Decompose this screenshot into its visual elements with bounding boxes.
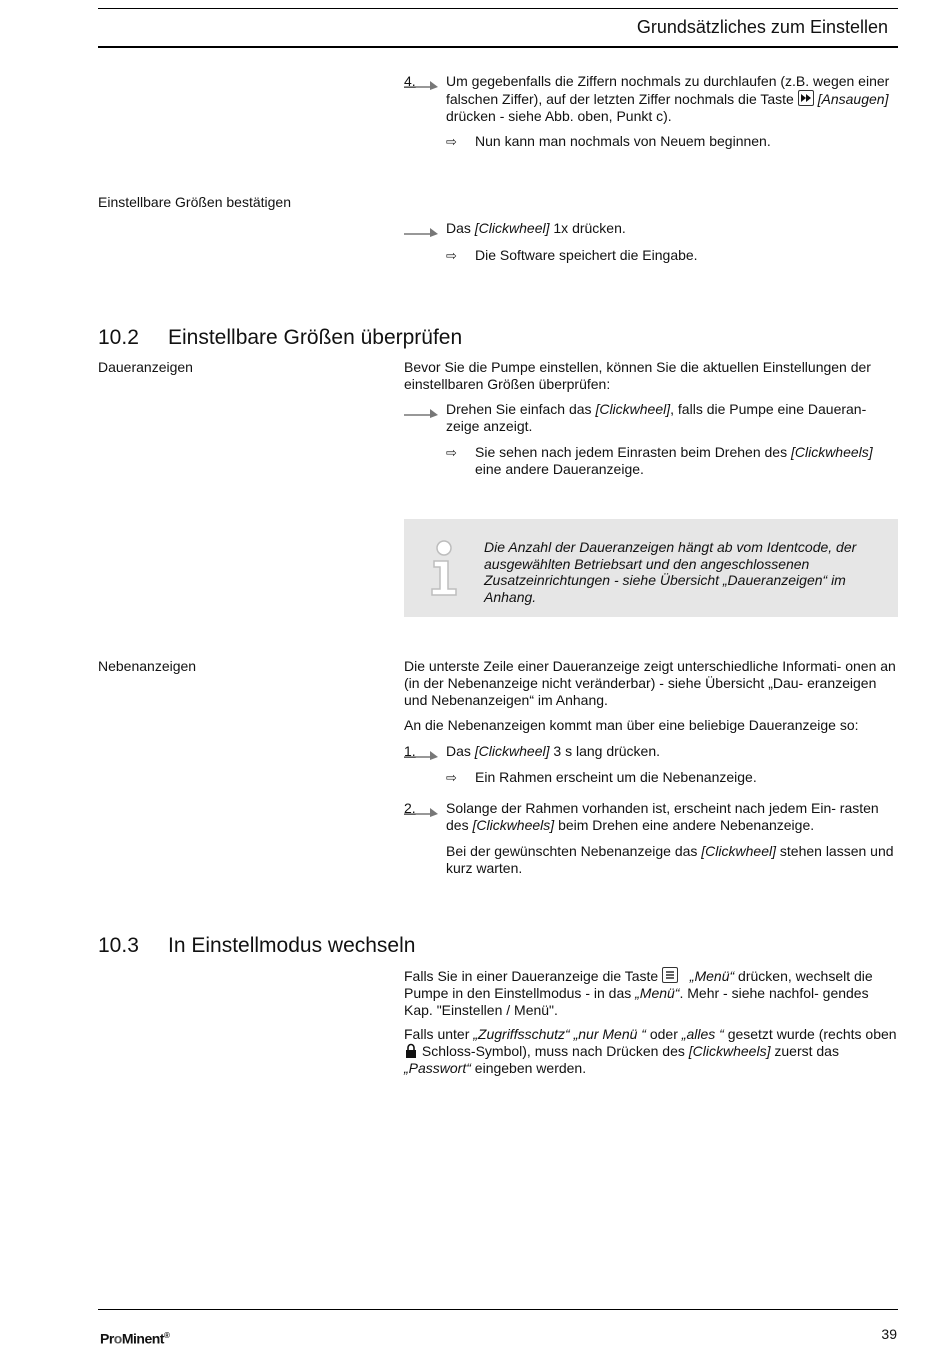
step-arrow-icon — [404, 805, 440, 817]
lock-icon — [404, 1044, 418, 1058]
key-menu: „Menü“ — [635, 985, 680, 1001]
confirm-result: ⇨ Die Software speichert die Eingabe. — [446, 247, 698, 263]
key-clickwheel: [Clickwheel] — [701, 843, 776, 859]
section-10-3-title: 10.3 In Einstellmodus wechseln — [98, 934, 416, 957]
einstellmodus-para-2: Falls unter „Zugriffsschutz“ „nur Menü “ oder „alles “ gesetzt wurde (rechts oben Schloss-Symbol), muss nach Drücken des [Clickwheels] zuerst das „Passwort“ eingeben werden. — [404, 1026, 897, 1076]
neben-step-1-result: ⇨ Ein Rahmen erscheint um die Nebenanzeige. — [446, 769, 757, 785]
result-arrow-icon: ⇨ — [446, 134, 457, 149]
nebenanzeigen-lead: An die Nebenanzeigen kommt man über eine beliebige Daueranzeige so: — [404, 717, 859, 733]
result-arrow-icon: ⇨ — [446, 770, 457, 785]
section-10-2-title: 10.2 Einstellbare Größen überprüfen — [98, 326, 463, 349]
key-clickwheel: [Clickwheel] — [474, 743, 550, 759]
info-note-text: Die Anzahl der Daueranzeigen hängt ab vom Identcode, der ausgewählten Betriebsart und den angeschlossenen Zusatzeinrichtungen - siehe Übersicht „Daueranzeigen“ im Anhang. — [484, 539, 857, 605]
result-arrow-icon: ⇨ — [446, 248, 457, 263]
step-number: 2. — [404, 800, 416, 816]
label-nebenanzeigen: Nebenanzeigen — [98, 658, 197, 674]
info-icon — [426, 539, 466, 599]
key-clickwheels: [Clickwheels] — [790, 444, 873, 460]
step-arrow-icon — [404, 748, 440, 760]
label-daueranzeigen: Daueranzeigen — [98, 359, 193, 375]
info-note-box — [404, 519, 898, 617]
step-number: 4. — [404, 73, 416, 89]
key-clickwheel: [Clickwheel] — [595, 401, 671, 417]
key-ansaugen: [Ansaugen] — [817, 91, 889, 107]
key-menu: „Menü“ — [689, 968, 735, 984]
step-4-result: ⇨ Nun kann man nochmals von Neuem beginnen. — [446, 133, 771, 149]
page-number: 39 — [881, 1326, 897, 1342]
running-header-title: Grundsätzliches zum Einstellen — [636, 17, 888, 37]
label-confirm: Einstellbare Größen bestätigen — [98, 194, 291, 210]
step-arrow-icon — [404, 78, 440, 90]
step-4 — [404, 73, 898, 125]
footer-rule — [98, 1309, 898, 1310]
neben-step-2: 2. Solange der Rahmen vorhanden ist, erscheint nach jedem Ein- rasten des [Clickwheels] beim Drehen eine andere Nebenanzeige. Bei der gewünschten Nebenanzeige das [Clickwheel] stehen lassen und kurz warten. — [404, 800, 898, 877]
neben-step-2-extra: Bei der gewünschten Nebenanzeige das [Clickwheel] stehen lassen und kurz warten. — [446, 843, 894, 876]
key-clickwheels: [Clickwheels] — [472, 817, 555, 833]
header-bottom-rule — [98, 46, 898, 48]
confirm-step: Das [Clickwheel] 1x drücken. — [404, 220, 898, 237]
daueranzeigen-result: ⇨ Sie sehen nach jedem Einrasten beim Drehen des [Clickwheels] eine andere Daueranzeige. — [446, 444, 873, 477]
neben-step-1: 1. Das [Clickwheel] 3 s lang drücken. — [404, 743, 661, 759]
einstellmodus-para-1: Falls Sie in einer Daueranzeige die Taste „Menü“ drücken, wechselt die Pumpe in den Einstellmodus - in das „Menü“. Mehr - siehe nachfol- gendes Kap. "Einstellen / Menü". — [404, 968, 873, 1018]
key-clickwheel: [Clickwheel] — [474, 220, 550, 236]
step-marker — [404, 73, 440, 90]
step-number: 1. — [404, 743, 416, 759]
header-top-rule — [98, 8, 898, 9]
menu-key-icon — [662, 967, 678, 983]
result-arrow-icon: ⇨ — [446, 445, 457, 460]
nebenanzeigen-intro: Die unterste Zeile einer Daueranzeige zeigt unterschiedliche Informati- onen an (in der Nebenanzeige nicht veränderbar) - siehe Übersicht „Dau- eranzeigen und Nebenanzeigen“ im Anhang. — [404, 658, 896, 708]
step-text: Um gegebenfalls die Ziffern nochmals zu durchlaufen (z.B. wegen einer falschen Ziffer), auf der letzten Ziffer nochmals die Taste [Ansaugen] drücken - siehe Abb. oben, Punkt c). — [446, 73, 890, 124]
step-arrow-icon — [404, 406, 440, 418]
step-arrow-icon — [404, 225, 440, 237]
daueranzeigen-step: Drehen Sie einfach das [Clickwheel], falls die Pumpe eine Daueran- zeige anzeigt. — [404, 401, 898, 435]
daueranzeigen-intro: Bevor Sie die Pumpe einstellen, können Sie die aktuellen Einstellungen der einstellbaren Größen überprüfen: — [404, 359, 871, 392]
prominent-logo: ProMinent® — [100, 1330, 170, 1347]
ansaugen-key-icon — [798, 90, 814, 106]
